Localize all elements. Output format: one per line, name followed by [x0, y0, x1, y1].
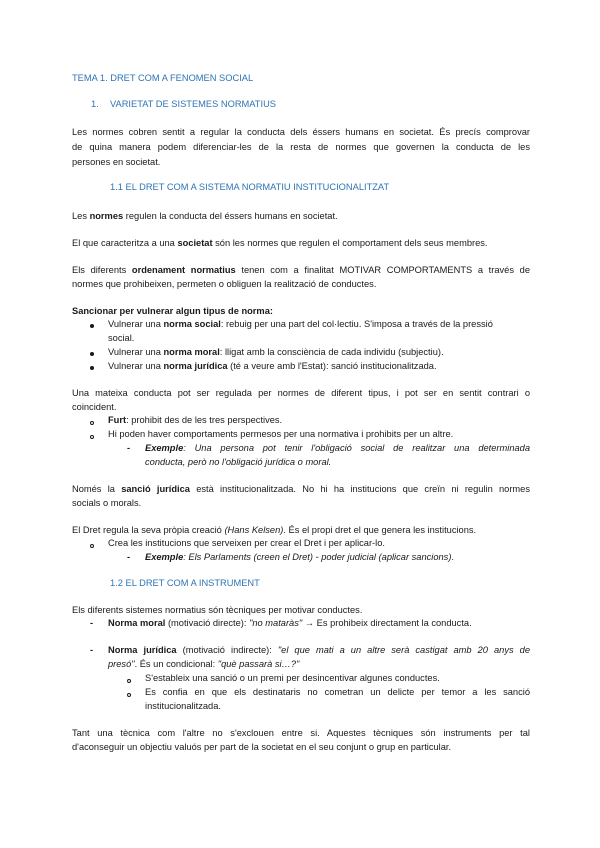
example-dash: -: [127, 443, 131, 453]
text: Vulnerar una: [108, 361, 164, 371]
sub-item-institucions: Crea les institucions que serveixen per crear el Dret i per aplicar-lo.: [108, 538, 385, 548]
text: .: [451, 552, 455, 562]
paragraph-conclusio-line-2: d'aconseguir un objectiu valuós per part de la societat en el seu conjunt o grup en particular.: [72, 742, 452, 752]
bold-term: norma social: [163, 319, 221, 329]
dash-bullet: -: [90, 645, 94, 655]
bold-term: societat: [177, 238, 213, 248]
sub-item-comportaments: Hi poden haver comportaments permesos per una normativa i prohibits per un altre.: [108, 429, 454, 439]
bold-term: sanció jurídica: [121, 484, 190, 494]
paragraph-conducta-line-1: Una mateixa conducta pot ser regulada per normes de diferent tipus, i pot ser en sentit contrari o: [72, 388, 530, 398]
paragraph-conclusio-line-1: Tant una tècnica com l'altre no s'exclouen entre si. Aquestes tècniques són instruments per tal: [72, 728, 530, 738]
text: Vulnerar una: [108, 347, 164, 357]
sub-item-furt: [108, 414, 282, 426]
text: El que caracteritza a una: [72, 238, 178, 248]
text: són les normes que regulen el comportament dels seus membres.: [212, 238, 488, 248]
text: està institucionalitzada. No hi ha institucions que creïn ni regulin normes: [189, 484, 530, 494]
item-norma-juridica-line-1: [108, 644, 530, 656]
circle-bullet: [90, 416, 94, 428]
bullet-dot: [90, 319, 94, 331]
text: : lligat amb la consciència de cada individu (subjectiu).: [219, 347, 444, 357]
section-number: 1.: [91, 99, 99, 109]
circle-bullet: [90, 430, 94, 442]
section-heading: VARIETAT DE SISTEMES NORMATIUS: [110, 99, 276, 109]
italic-ref: (Hans Kelsen): [224, 525, 284, 535]
bullet-item-juridica: [108, 360, 437, 372]
text: tenen com a finalitat MOTIVAR COMPORTAMENTS a través de: [235, 265, 531, 275]
paragraph-ordenament-line-2: normes que prohibeixen, permeten o obliguen la realització de conductes.: [72, 279, 377, 289]
example-text: : Els Parlaments (creen el Dret) - poder judicial (aplicar sancions): [183, 552, 452, 562]
paragraph-sancio-line-2: socials o morals.: [72, 498, 142, 508]
paragraph-sancio-line-1: [72, 483, 530, 495]
quote: presó": [108, 659, 135, 669]
sub-item-confia-line-1: Es confia en que els destinataris no cometran un delicte per temor a les sanció: [145, 687, 530, 697]
text: Només la: [72, 484, 122, 494]
intro-line-1: Les normes cobren sentit a regular la conducta dels éssers humans en societat. És precís comprovar: [72, 127, 530, 137]
text: → Es prohibeix directament la conducta.: [302, 618, 472, 628]
bold-term: Norma jurídica: [108, 645, 177, 655]
example-label: Exemple: [145, 552, 184, 562]
example-dash: -: [127, 552, 131, 562]
bold-term: Furt: [108, 415, 127, 425]
paragraph-normes: [72, 210, 338, 222]
paragraph-tecniques: Els diferents sistemes normatius són tècniques per motivar conductes.: [72, 605, 363, 615]
bold-term: norma jurídica: [163, 361, 228, 371]
quote: "no mataràs": [249, 618, 303, 628]
bullet-item-social-cont: social.: [108, 333, 135, 343]
example-line-2: conducta, però no l'obligació jurídica o moral.: [145, 457, 332, 467]
dash-bullet: -: [90, 618, 94, 628]
bold-term: normes: [89, 211, 124, 221]
bullet-item-social: [108, 318, 493, 330]
text: (motivació directe):: [165, 618, 250, 628]
quote: "què passarà si…?": [217, 659, 300, 669]
circle-bullet: [127, 674, 131, 686]
example-text: : Una persona pot tenir l'obligació social de realitzar una determinada: [183, 443, 530, 453]
bullet-dot: [90, 347, 94, 359]
bullet-item-moral: [108, 346, 444, 358]
sub-item-sancio-premi: S'estableix una sanció o un premi per desincentivar algunes conductes.: [145, 673, 440, 683]
sub-item-confia-line-2: institucionalitzada.: [145, 701, 221, 711]
text: Les: [72, 211, 90, 221]
text: . És el propi dret el que genera les institucions.: [283, 525, 477, 535]
text: : rebuig per una part del col·lectiu. S'imposa a través de la pressió: [220, 319, 493, 329]
text: : prohibit des de les tres perspectives.: [126, 415, 283, 425]
item-norma-moral: [108, 617, 472, 629]
text: . És un condicional:: [134, 659, 218, 669]
example-parlaments: [145, 551, 454, 563]
paragraph-societat: [72, 237, 488, 249]
text: Els diferents: [72, 265, 132, 275]
item-norma-juridica-line-2: [108, 658, 299, 670]
subsection-heading-1-2: 1.2 EL DRET COM A INSTRUMENT: [110, 578, 260, 588]
text: (motivació indirecte):: [176, 645, 278, 655]
bullet-dot: [90, 361, 94, 373]
example-line-1: [145, 442, 530, 454]
circle-bullet: [127, 688, 131, 700]
intro-line-2: de quina manera podem diferenciar-les de la resta de normes que governen la conducta de les: [72, 142, 530, 152]
text: regulen la conducta del éssers humans en societat.: [123, 211, 338, 221]
bold-term: Norma moral: [108, 618, 166, 628]
subsection-heading-1-1: 1.1 EL DRET COM A SISTEMA NORMATIU INSTITUCIONALITZAT: [110, 182, 390, 192]
text: El Dret regula la seva pròpia creació: [72, 525, 225, 535]
text: (té a veure amb l'Estat): sanció institucionalitzada.: [227, 361, 437, 371]
paragraph-kelsen: [72, 524, 476, 536]
intro-line-3: persones en societat.: [72, 157, 161, 167]
bold-term: ordenament normatius: [131, 265, 236, 275]
sanction-heading: Sancionar per vulnerar algun tipus de norma:: [72, 306, 273, 316]
circle-bullet: [90, 539, 94, 551]
example-label: Exemple: [145, 443, 184, 453]
bold-term: norma moral: [163, 347, 220, 357]
paragraph-ordenament-line-1: [72, 264, 530, 276]
quote: "el que mati a un altre serà castigat amb 20 anys de: [277, 645, 530, 655]
document-title: TEMA 1. DRET COM A FENOMEN SOCIAL: [72, 73, 254, 83]
text: Vulnerar una: [108, 319, 164, 329]
paragraph-conducta-line-2: coincident.: [72, 402, 117, 412]
